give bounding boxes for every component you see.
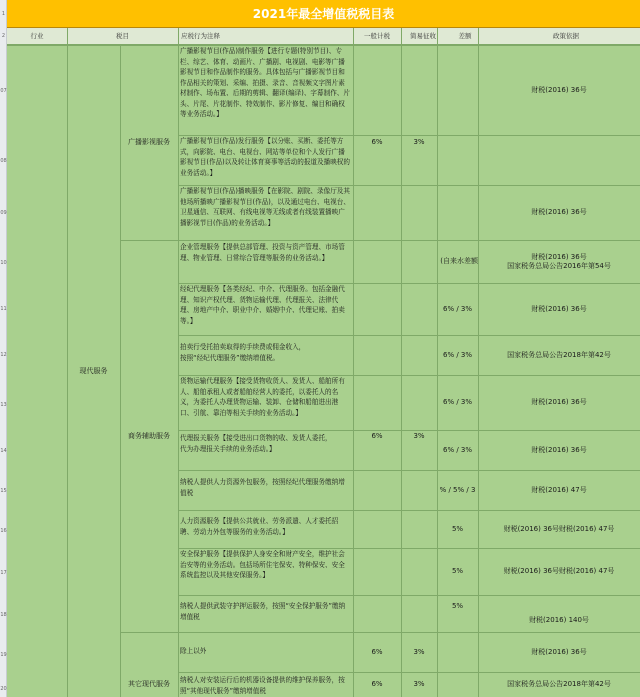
- note-cell: 货物运输代理服务【接受货物收货人、发货人、船舶所有人、船舶承租人或者船舶经营人的委托，以委托人的名义，为委托人办理货物运输、装卸、仓储和船舶进出港口、引航、靠泊等相关手续的业务活动。】: [180, 377, 345, 417]
- note-cell: 经纪代理服务【各类经纪、中介、代理服务。包括金融代理、知识产权代理、货物运输代理、代理报关、法律代理、房地产中介、职业中介、婚姻中介、代理记账、拍卖等。】: [180, 285, 345, 325]
- policy-line: 财税(2016) 36号: [531, 85, 587, 94]
- policy-cell: [478, 672, 640, 697]
- policy-line: 国家税务总局公告2018年第42号: [507, 350, 611, 359]
- row-number: 13: [0, 402, 7, 408]
- row-number: 11: [0, 306, 7, 312]
- margin-cell: 6% / 3%: [442, 398, 473, 406]
- note-cell: 广播影视节目(作品)发行服务【以分账、买断、委托等方式，向影院、电台、电视台、网站等单位和个人发行广播影视节目(作品)以及转让体育赛事等活动的报道及播映权的业务活动。】: [180, 137, 350, 177]
- margin-cell: % / 5% / 3: [439, 485, 476, 494]
- policy-cell: [478, 45, 640, 135]
- industry-cell: 现代服务: [79, 366, 108, 375]
- item-cell-business: 商务辅助服务: [128, 431, 170, 440]
- policy-line: 国家税务总局公告2016年第54号: [507, 261, 611, 270]
- row-number: 18: [0, 612, 7, 618]
- row-number: 15: [0, 488, 7, 494]
- policy-line: 财税(2016) 140号: [529, 615, 589, 624]
- policy-line: 财税(2016) 36号: [531, 445, 587, 454]
- row-number: 2: [1, 33, 6, 39]
- policy-cell: [478, 470, 640, 510]
- row-number: 14: [0, 448, 7, 454]
- simple-rate-cell: 3%: [413, 138, 425, 146]
- grid-line: [178, 28, 179, 697]
- policy-line: 财税(2016) 36号: [531, 208, 587, 216]
- policy-line: 财税(2016) 36号: [531, 398, 587, 406]
- row-number: 09: [0, 210, 7, 216]
- margin-cell: 5%: [451, 601, 464, 610]
- policy-line: 财税(2016) 36号财税(2016) 47号: [503, 567, 615, 575]
- header-policy: 政策依据: [553, 32, 579, 40]
- general-rate-cell: 6%: [371, 680, 383, 688]
- simple-rate-cell: 3%: [413, 680, 425, 688]
- note-cell: 安全保护服务【提供保护人身安全和财产安全，维护社会治安等的业务活动。包括场所住宅保安、特种保安、安全系统监控以及其他安保服务。】: [180, 550, 345, 579]
- policy-cell: [478, 510, 640, 548]
- row-number: 07: [0, 88, 7, 94]
- policy-cell: [478, 335, 640, 375]
- note-cell: 纳税人对安装运行后的机器设备提供的维护保养服务，按照“其他现代服务”缴纳增值税: [180, 676, 345, 695]
- row-number: 17: [0, 570, 7, 576]
- general-rate-cell: 6%: [371, 647, 383, 656]
- policy-line: 财税(2016) 36号: [531, 252, 587, 261]
- policy-cell: [478, 430, 640, 470]
- item-cell-other: 其它现代服务: [128, 680, 170, 688]
- note-cell: 拍卖行受托拍卖取得的手续费或佣金收入， 按照“经纪代理服务”缴纳增值税。: [180, 343, 306, 362]
- margin-cell: 6% / 3%: [442, 445, 473, 454]
- header-note: 应税行为注释: [181, 32, 220, 40]
- margin-cell: 6% / 3%: [442, 304, 473, 313]
- note-cell: 企业管理服务【提供总部管理、投资与资产管理、市场管理、物业管理、日常综合管理等服务的业务活动。】: [180, 243, 345, 262]
- margin-cell: 6% / 3%: [442, 350, 473, 359]
- note-cell: 纳税人提供武装守护押运服务，按照“安全保护服务”缴纳增值税: [180, 602, 346, 621]
- policy-line: 国家税务总局公告2018年第42号: [507, 680, 611, 688]
- note-cell: 除上以外: [180, 647, 207, 655]
- margin-cell: 5%: [451, 524, 464, 533]
- header-row: [7, 28, 640, 45]
- margin-cell: (自来水差额: [440, 257, 478, 265]
- simple-rate-cell: 3%: [413, 647, 425, 656]
- policy-line: 财税(2016) 36号: [531, 304, 587, 313]
- row-number: 12: [0, 352, 7, 358]
- simple-rate-cell: 3%: [413, 431, 425, 440]
- policy-cell: [478, 608, 640, 632]
- note-cell: 广播影视节目(作品)播映服务【在影院、剧院、录像厅及其他场所播映广播影视节目(作品)，以及通过电台、电视台、卫星通信、互联网、有线电视等无线或者有线装置播映广播影视节目(作品)的业务活动。】: [180, 187, 350, 227]
- policy-cell: [478, 283, 640, 335]
- general-rate-cell: 6%: [371, 431, 383, 440]
- policy-cell: [478, 548, 640, 595]
- general-rate-cell: 6%: [371, 138, 383, 146]
- row-number-gutter: [0, 0, 7, 697]
- row-number: 10: [0, 260, 7, 266]
- policy-cell: [478, 632, 640, 672]
- policy-cell: [478, 185, 640, 240]
- header-simple: 简易征收: [410, 32, 436, 40]
- sheet-title: 2021年最全增值税税目表: [7, 0, 640, 28]
- policy-line: 财税(2016) 36号: [531, 647, 587, 656]
- header-margin: 差额: [458, 32, 472, 40]
- policy-line: 财税(2016) 36号财税(2016) 47号: [503, 524, 615, 533]
- row-number: 19: [0, 652, 7, 658]
- row-number: 08: [0, 158, 7, 164]
- header-item: 税目: [116, 32, 129, 40]
- header-industry: 行业: [30, 32, 44, 40]
- policy-cell: [478, 240, 640, 283]
- row-number: 16: [0, 528, 7, 534]
- row-number: 1: [1, 11, 6, 17]
- header-general: 一般计税: [364, 32, 390, 40]
- item-cell-broadcast: 广播影视服务: [128, 138, 170, 146]
- note-cell: 广播影视节目(作品)制作服务【进行专题(特别节目)、专栏、综艺、体育、动画片、广播剧、电视剧、电影等广播影视节目和作品制作的服务。具体包括与广播影视节目和作品相关的策划、采编、拍摄、录音、音视频文字图片素材制作、场布置、后期的剪辑、翻译(编译)、字幕制作、片头、片尾、片花制作、特效制作、影片修复、编目和确权等业务活动。】: [180, 47, 350, 118]
- note-cell: 人力资源服务【提供公共就业、劳务派遣、人才委托招聘、劳动力外包等服务的业务活动。】: [180, 517, 339, 536]
- row-number: 20: [0, 686, 7, 692]
- margin-cell: 5%: [451, 567, 464, 575]
- note-cell: 纳税人提供人力资源外包服务，按照经纪代理服务缴纳增值税: [180, 478, 345, 497]
- policy-line: 财税(2016) 47号: [531, 485, 587, 494]
- policy-cell: [478, 375, 640, 430]
- note-cell: 代理报关服务【接受进出口货物的收、发货人委托， 代为办理报关手续的业务活动。】: [180, 434, 332, 453]
